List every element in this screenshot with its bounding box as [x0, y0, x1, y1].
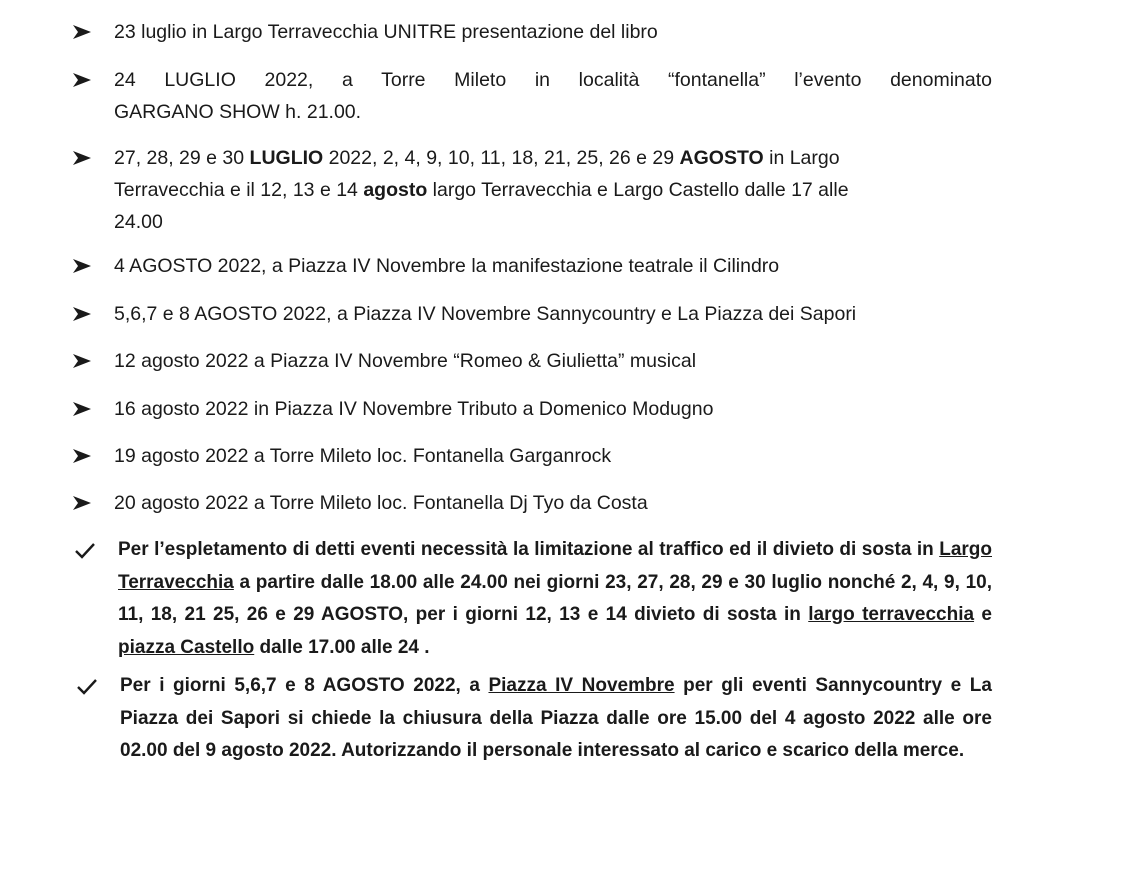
event-text	[114, 64, 992, 128]
notice-text	[120, 670, 992, 768]
bold-text: LUGLIO	[249, 147, 324, 169]
arrowhead-bullet-icon	[72, 487, 102, 511]
arrowhead-bullet-icon	[72, 345, 102, 369]
text-span: e	[974, 604, 992, 625]
text-span: per gli eventi Sannycountry e La Piazza dei Sapori si chiede la chiusura della Piazza dalle ore 15.00 del 4 agosto 2022 alle ore 02.00 del 9 agosto 2022. Autorizzando il personale interessato al carico e scarico della merce.	[120, 675, 992, 761]
bold-text: AGOSTO	[679, 147, 764, 169]
text-span: in Largo	[763, 147, 840, 169]
event-text: 16 agosto 2022 in Piazza IV Novembre Tributo a Domenico Modugno	[114, 398, 714, 420]
underlined-text: Largo Terravecchia	[118, 539, 992, 593]
arrowhead-bullet-icon	[72, 440, 102, 464]
notice-text	[118, 534, 992, 664]
event-text-line: 24 LUGLIO 2022, a Torre Mileto in località “fontanella” l’evento denominato	[114, 69, 992, 91]
text-span: a partire dalle 18.00 alle 24.00 nei giorni 23, 27, 28, 29 e 30 luglio nonché 2, 4, 9, 10, 11, 18, 21 25, 26 e 29 AGOSTO, per i giorni 12, 13 e 14 divieto di sosta in	[118, 571, 992, 625]
event-text-line: 24.00	[114, 211, 163, 233]
text-span: 2022, 2, 4, 9, 10, 11, 18, 21, 25, 26 e 29	[323, 147, 680, 169]
text-span: largo Terravecchia e Largo Castello dalle 17 alle	[427, 179, 849, 201]
event-text: 5,6,7 e 8 AGOSTO 2022, a Piazza IV Novembre Sannycountry e La Piazza dei Sapori	[114, 303, 857, 325]
event-text-line: GARGANO SHOW h. 21.00.	[114, 101, 362, 123]
event-text: 19 agosto 2022 a Torre Mileto loc. Fontanella Garganrock	[114, 445, 612, 467]
text-span: Per l’espletamento di detti eventi necessità la limitazione al traffico ed il divieto di sosta in	[118, 539, 940, 560]
text-span: Terravecchia e il 12, 13 e 14	[114, 179, 364, 201]
event-text: 12 agosto 2022 a Piazza IV Novembre “Romeo & Giulietta” musical	[114, 350, 697, 372]
checkmark-bullet-icon	[76, 670, 106, 696]
bold-text: agosto	[363, 179, 428, 201]
underlined-text: Piazza IV Novembre	[488, 675, 675, 696]
arrowhead-bullet-icon	[72, 142, 102, 166]
arrowhead-bullet-icon	[72, 250, 102, 274]
event-text: 23 luglio in Largo Terravecchia UNITRE presentazione del libro	[114, 21, 658, 43]
arrowhead-bullet-icon	[72, 393, 102, 417]
event-text-line	[114, 174, 992, 206]
arrowhead-bullet-icon	[72, 16, 102, 40]
text-span: Per i giorni 5,6,7 e 8 AGOSTO 2022, a	[120, 675, 489, 696]
event-text	[114, 142, 992, 238]
underlined-text: largo terravecchia	[808, 604, 975, 625]
underlined-text: piazza Castello	[118, 636, 255, 658]
event-text: 20 agosto 2022 a Torre Mileto loc. Fontanella Dj Tyo da Costa	[114, 492, 648, 514]
event-text: 4 AGOSTO 2022, a Piazza IV Novembre la manifestazione teatrale il Cilindro	[114, 255, 780, 277]
text-span: dalle 17.00 alle 24 .	[254, 636, 430, 658]
event-text-line	[114, 142, 992, 174]
text-span: 27, 28, 29 e 30	[114, 147, 250, 169]
arrowhead-bullet-icon	[72, 64, 102, 88]
arrowhead-bullet-icon	[72, 298, 102, 322]
checkmark-bullet-icon	[74, 534, 104, 560]
